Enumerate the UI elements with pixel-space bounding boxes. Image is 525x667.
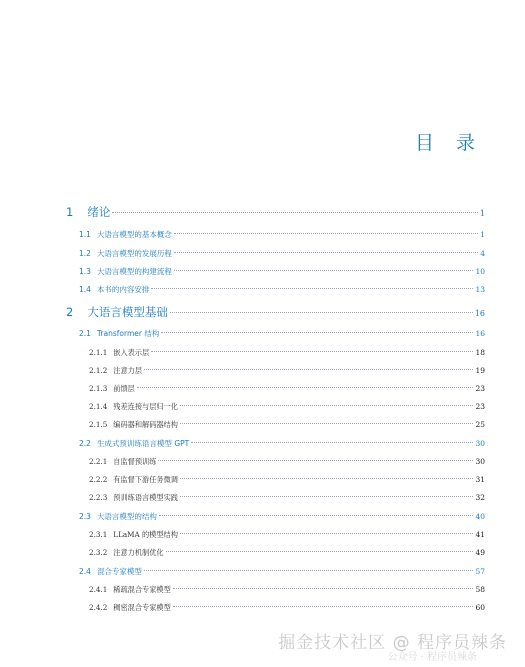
toc-page-number: 4 [480, 249, 485, 258]
toc-section-1-3[interactable] [79, 266, 485, 277]
toc-number: 2.4.2 [89, 603, 108, 612]
toc-leader-dots [174, 232, 478, 234]
toc-page-number: 19 [475, 366, 485, 375]
toc-leader-dots [159, 514, 474, 516]
toc-title: 混合专家模型 [96, 567, 142, 576]
toc-page-number: 49 [475, 548, 485, 557]
toc-page-number: 23 [475, 384, 485, 393]
toc-number: 2.3.2 [89, 548, 108, 557]
toc-section-2-4[interactable] [79, 566, 485, 577]
toc-title: 生成式预训练语言模型 GPT [96, 439, 190, 448]
toc-section-1-4[interactable] [79, 284, 485, 295]
toc-page-number: 16 [475, 329, 485, 338]
toc-leader-dots [173, 605, 474, 607]
toc-chapter-2[interactable] [66, 304, 485, 320]
toc-chapter-1[interactable] [66, 204, 485, 220]
toc-number: 1.2 [79, 249, 91, 258]
toc-page-number: 58 [475, 585, 485, 594]
toc-title: 本书的内容安排 [96, 285, 150, 294]
toc-leader-dots [173, 587, 474, 589]
toc-page-number: 13 [475, 285, 485, 294]
toc-section-2-1[interactable] [79, 328, 485, 339]
toc-title: 有监督下游任务微调 [113, 475, 178, 484]
toc-title: Transformer 结构 [96, 329, 160, 338]
toc-title: 大语言模型的发展历程 [96, 249, 172, 258]
toc-leader-dots [151, 287, 473, 289]
toc-subsection-2-4-1[interactable] [89, 585, 485, 595]
toc-title: 注意力层 [113, 366, 143, 375]
toc-leader-dots [170, 311, 473, 313]
toc-leader-dots [158, 459, 473, 461]
toc-title: 预训练语言模型实践 [113, 493, 178, 502]
toc-number: 1.3 [79, 267, 91, 276]
toc-leader-dots [144, 569, 474, 571]
toc-section-2-3[interactable] [79, 511, 485, 522]
toc-subsection-2-1-2[interactable] [89, 366, 485, 376]
page-title: 目 录 [414, 132, 483, 154]
toc-page-number: 18 [475, 348, 485, 357]
toc-number: 2.2.1 [89, 457, 108, 466]
toc-leader-dots [144, 368, 473, 370]
toc-number: 2.2 [79, 439, 91, 448]
toc-title: 嵌入表示层 [113, 348, 150, 357]
toc-subsection-2-4-2[interactable] [89, 603, 485, 613]
toc-subsection-2-1-1[interactable] [89, 348, 485, 358]
toc-number: 2.1.5 [89, 420, 108, 429]
toc-page-number: 1 [479, 209, 485, 218]
toc-title: 大语言模型基础 [87, 305, 168, 319]
toc-leader-dots [174, 251, 478, 253]
toc-page-number: 40 [475, 512, 485, 521]
toc-page-number: 31 [475, 475, 485, 484]
toc-number: 2.1 [79, 329, 91, 338]
watermark [278, 628, 507, 663]
toc-subsection-2-1-4[interactable] [89, 402, 485, 412]
toc-title: 大语言模型的基本概念 [96, 230, 172, 239]
toc-number: 2.1.3 [89, 384, 108, 393]
toc-subsection-2-3-1[interactable] [89, 530, 485, 540]
toc-subsection-2-1-5[interactable] [89, 420, 485, 430]
toc-subsection-2-2-3[interactable] [89, 493, 485, 503]
toc-number: 2.3.1 [89, 530, 108, 539]
toc-title: 大语言模型的结构 [96, 512, 157, 521]
toc-title: 前馈层 [113, 384, 135, 393]
toc-number: 2 [66, 305, 74, 319]
toc-leader-dots [112, 211, 478, 213]
toc-section-1-1[interactable] [79, 229, 485, 240]
toc-title: 稠密混合专家模型 [113, 603, 171, 612]
toc-number: 2.3 [79, 512, 91, 521]
toc-title: 绪论 [87, 205, 111, 219]
toc-subsection-2-2-1[interactable] [89, 457, 485, 467]
toc-number: 2.4.1 [89, 585, 108, 594]
toc-leader-dots [174, 269, 474, 271]
toc-page-number: 60 [475, 603, 485, 612]
toc-number: 1.4 [79, 285, 91, 294]
toc-leader-dots [191, 441, 473, 443]
toc-title: 稀疏混合专家模型 [113, 585, 171, 594]
toc-number: 2.1.2 [89, 366, 108, 375]
toc-number: 2.1.4 [89, 402, 108, 411]
toc-page-number: 41 [475, 530, 485, 539]
toc-leader-dots [137, 386, 474, 388]
toc-leader-dots [180, 532, 474, 534]
toc-leader-dots [180, 477, 473, 479]
toc-number: 1.1 [79, 230, 91, 239]
toc-leader-dots [151, 350, 473, 352]
toc-title: LLaMA 的模型结构 [113, 530, 178, 539]
toc-leader-dots [166, 550, 474, 552]
toc-leader-dots [161, 331, 473, 333]
toc-page-number: 25 [475, 420, 485, 429]
toc-number: 2.2.2 [89, 475, 108, 484]
toc-title: 自监督预训练 [113, 457, 157, 466]
toc-page-number: 10 [475, 267, 485, 276]
toc-title: 残差连接与层归一化 [113, 402, 178, 411]
watermark-main-text: 掘金技术社区 @ 程序员辣条 [278, 633, 507, 653]
toc-page-number: 57 [475, 567, 485, 576]
toc-page-number: 1 [480, 230, 485, 239]
toc-subsection-2-3-2[interactable] [89, 548, 485, 558]
toc-section-2-2[interactable] [79, 438, 485, 449]
toc-subsection-2-2-2[interactable] [89, 475, 485, 485]
toc-number: 1 [66, 205, 74, 219]
toc-page-number: 32 [475, 493, 485, 502]
watermark-sub-text: 公众号 · 程序员辣条 [387, 652, 477, 663]
toc-subsection-2-1-3[interactable] [89, 384, 485, 394]
toc-number: 2.4 [79, 567, 91, 576]
toc-section-1-2[interactable] [79, 248, 485, 259]
toc-page-number: 30 [475, 457, 485, 466]
toc-page-number: 16 [474, 309, 485, 318]
toc-number: 2.2.3 [89, 493, 108, 502]
toc-leader-dots [180, 495, 473, 497]
toc-page-number: 23 [475, 402, 485, 411]
toc-leader-dots [180, 404, 473, 406]
toc-leader-dots [180, 422, 473, 424]
toc-number: 2.1.1 [89, 348, 108, 357]
toc-title: 编码器和解码器结构 [113, 420, 178, 429]
toc-page-number: 30 [475, 439, 485, 448]
toc-title: 大语言模型的构建流程 [96, 267, 172, 276]
toc-title: 注意力机制优化 [113, 548, 164, 557]
